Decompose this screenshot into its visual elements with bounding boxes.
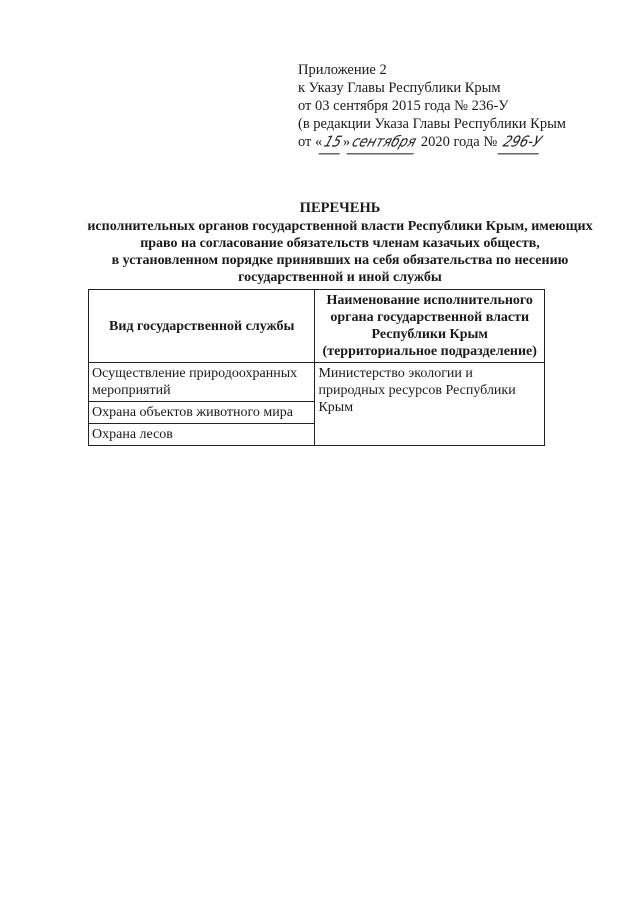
service-cell: Осуществление природоохранных мероприятий — [89, 363, 315, 402]
appendix-header — [298, 61, 628, 153]
handwritten-number: 296-У — [497, 133, 546, 155]
decree-reference: к Указу Главы Республики Крым — [298, 80, 501, 96]
handwritten-day: 15 — [319, 133, 347, 155]
services-table — [88, 289, 545, 446]
header-authority-line-1: Наименование исполнительного — [326, 293, 533, 308]
title-heading: ПЕРЕЧЕНЬ — [299, 200, 381, 216]
edition-date-quote: » — [342, 134, 351, 150]
edition-year-label: 2020 года № — [420, 134, 498, 150]
table-row — [89, 363, 545, 402]
title-line-3: в установленном порядке принявших на себя обязательства по несению — [111, 253, 569, 268]
service-cell: Охрана объектов животного мира — [89, 402, 315, 424]
authority-cell: Министерство экологии и природных ресурсов Республики Крым — [315, 363, 545, 446]
title-line-2: право на согласование обязательств членам казачьих обществ, — [140, 236, 540, 251]
table-header-row — [89, 290, 545, 363]
appendix-label: Приложение 2 — [298, 62, 387, 78]
header-service-type: Вид государственной службы — [89, 290, 315, 363]
header-authority-line-4: (территориальное подразделение) — [322, 344, 537, 359]
header-authority-line-2: органа государственной власти — [330, 310, 530, 325]
service-cell: Охрана лесов — [89, 424, 315, 446]
edition-date-line — [298, 133, 628, 153]
title-line-1: исполнительных органов государственной власти Республики Крым, имеющих — [87, 219, 593, 234]
title-line-4: государственной и иной службы — [238, 270, 442, 285]
decree-date-number: от 03 сентября 2015 года № 236-У — [298, 98, 509, 114]
header-authority-line-3: Республики Крым — [371, 327, 488, 342]
handwritten-month: сентября — [347, 133, 421, 155]
document-title — [60, 200, 620, 286]
edition-reference: (в редакции Указа Главы Республики Крым — [298, 116, 566, 132]
header-authority — [315, 290, 545, 363]
edition-date-prefix: от « — [298, 134, 323, 150]
